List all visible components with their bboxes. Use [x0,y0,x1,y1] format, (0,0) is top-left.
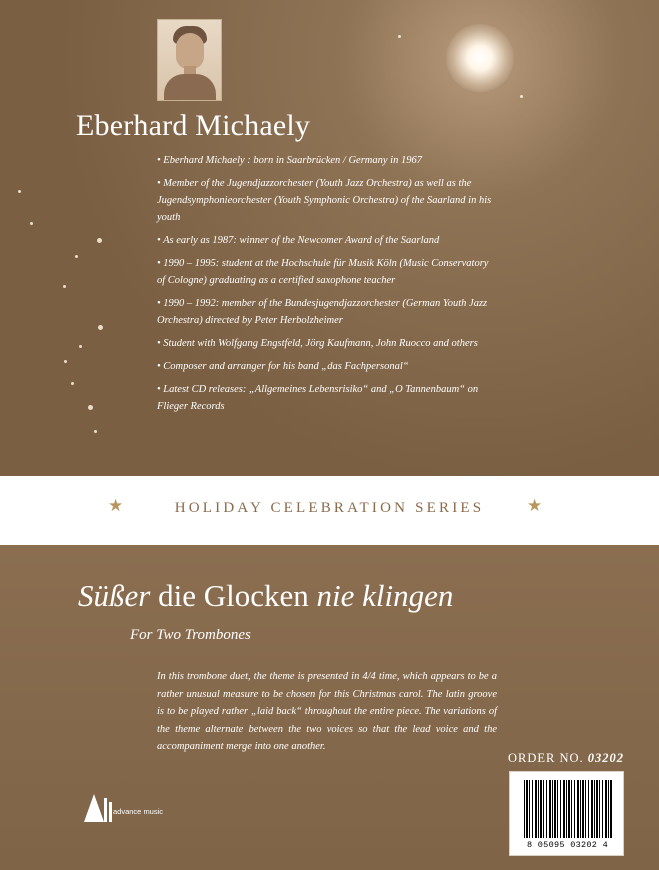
piece-description: In this trombone duet, the theme is presented in 4/4 time, which appears to be a rather unusual measure to be chosen for this Christmas carol. The latin groove is to be played rather „laid back“ throughout the entire piece. The variations of the theme alternate between the two voices so that the lead voice and the accompaniment merge into one another. [157,671,497,753]
sparkle [79,345,82,348]
sparkle [520,95,523,98]
piece-subtitle: For Two Trombones [130,627,251,643]
bio-item: • Latest CD releases: „Allgemeines Lebensrisiko“ and „O Tannenbaum“ on Flieger Records [157,384,479,412]
sparkle [398,35,401,38]
star-icon: ★ [108,496,124,515]
barcode-bars [524,780,612,838]
bio-item: • Member of the Jugendjazzorchester (Youth Jazz Orchestra) as well as the Jugendsymphonieorchester (Youth Symphonic Orchestra) of the Saarland in his youth [157,178,492,223]
author-photo [157,19,222,101]
bio-item: • Student with Wolfgang Engstfeld, Jörg Kaufmann, John Ruocco and others [157,338,478,349]
sparkle [63,285,66,288]
sparkle [71,382,74,385]
publisher-name: advance music [113,807,164,816]
sparkle [64,360,67,363]
piece-title [78,578,453,614]
sparkle [75,255,78,258]
bio-item: • Eberhard Michaely : born in Saarbrücken / Germany in 1967 [157,155,422,166]
bio-item: • 1990 – 1995: student at the Hochschule für Musik Köln (Music Conservatory of Cologne) graduating as a certified saxophone teacher [157,258,489,286]
barcode [509,771,624,856]
title-part: Süßer [78,578,151,613]
piece-panel [0,545,659,870]
author-name: Eberhard Michaely [76,109,311,142]
sparkle [18,190,21,193]
order-label: ORDER NO. [508,751,584,765]
title-part: die Glocken [150,578,317,613]
sparkle [94,430,97,433]
sparkle [30,222,33,225]
sparkle [98,325,103,330]
title-part: nie klingen [316,578,454,613]
order-value: 03202 [587,751,625,765]
bio-item: • Composer and arranger for his band „das Fachpersonal“ [157,361,409,372]
series-title: HOLIDAY CELEBRATION SERIES [174,500,485,516]
star-icon: ★ [527,496,543,515]
order-number [508,751,624,766]
barcode-digits: 8 05095 03202 4 [526,840,608,850]
sparkle [88,405,93,410]
sparkle [97,238,102,243]
author-bio-list [157,152,492,421]
light-glow [446,24,514,92]
series-band [0,476,659,545]
bio-item: • As early as 1987: winner of the Newcomer Award of the Saarland [157,235,440,246]
bio-item: • 1990 – 1992: member of the Bundesjugendjazzorchester (German Youth Jazz Orchestra) directed by Peter Herbolzheimer [157,298,488,326]
